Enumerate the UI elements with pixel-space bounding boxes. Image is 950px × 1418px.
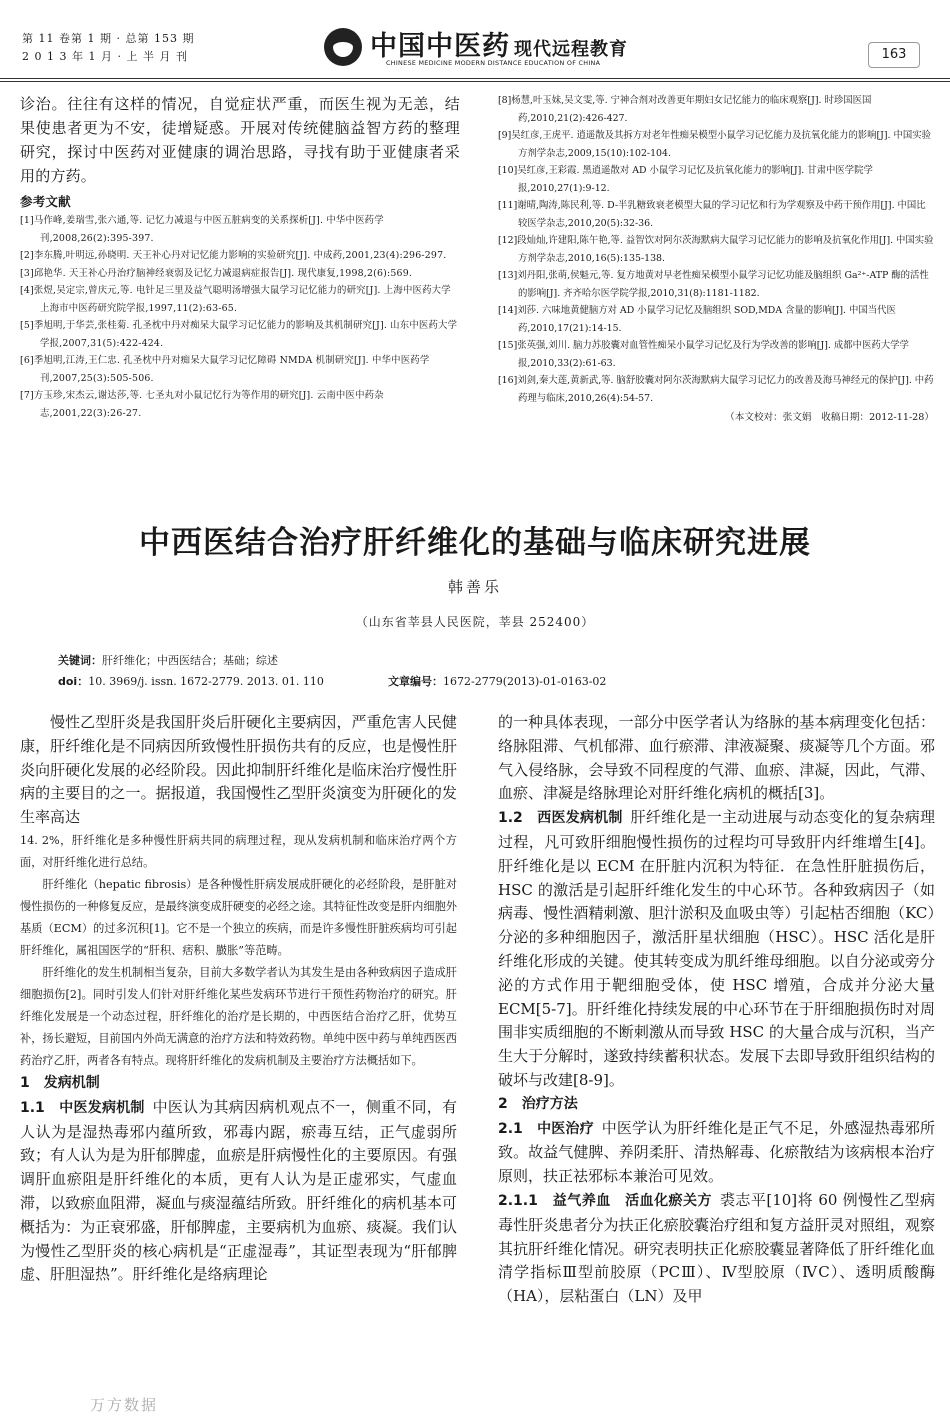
keywords <box>58 652 278 668</box>
journal-logo <box>322 24 632 72</box>
body-paragraph-small: 肝纤维化（hepatic fibrosis）是各种慢性肝病发展成肝硬化的必经阶段，是肝脏对慢性损伤的一种修复反应，是最终演变成肝硬变的必经之途。其特征性改变是肝内细胞外基质（ECM）的过多沉积[1]。它不是一个独立的疾病，而是许多慢性肝脏疾病均可引起肝纤维化，属祖国医学的“肝积、痞积、臌胀”等范畴。 <box>20 877 457 957</box>
body-paragraph: 慢性乙型肝炎是我国肝炎后肝硬化主要病因，严重危害人民健康，肝纤维化是不同病因所致慢性肝损伤共有的反应，也是慢性肝炎向肝硬化发展的必经阶段。因此抑制肝纤维化是临床治疗慢性肝病的主要目的之一。据报道，我国慢性乙型肝炎演变为肝硬化的发生率高达 <box>20 713 457 827</box>
subsection-heading: 1.1 中医发病机制 <box>20 1099 145 1116</box>
body-column-left <box>20 711 457 1287</box>
reference-item: [7]方玉珍,宋杰云,谢达莎,等. 七圣丸对小鼠记忆行为等作用的研究[J]. 云南中医中药杂志,2001,22(3):26-27. <box>20 390 384 419</box>
body-column-right <box>498 711 935 1309</box>
issue-line-2: 2 0 1 3 年 1 月 · 上 半 月 刊 <box>22 50 188 63</box>
issue-info <box>22 30 194 66</box>
section-heading: 2 治疗方法 <box>498 1095 578 1112</box>
subsection-text: 中医认为其病因病机观点不一，侧重不同，有人认为是湿热毒邪内蕴所致，邪毒内踞，瘀毒互结，正气虚弱所致；有人认为是为肝郁脾虚，血瘀是肝病慢性化的主要原因。有强调肝血瘀阻是肝纤维化的本质，更有人认为是正虚邪实，气虚血滞，以致瘀血阻滞，凝血与痰湿蕴结所致。肝纤维化的病机基本可概括为：为正衰邪盛，肝郁脾虚，主要病机为血瘀、痰凝。我们认为慢性乙型肝炎的核心病机是“正虚湿毒”，其证型表现为“肝郁脾虚、肝胆湿热”。肝纤维化是络病理论 <box>20 1097 457 1284</box>
proof-note: （本文校对：张文娟 收稿日期：2012-11-28） <box>725 412 934 423</box>
references-heading: 参考文献 <box>20 194 71 209</box>
subsection-text: 裘志平[10]将 60 例慢性乙型病毒性肝炎患者分为扶正化瘀胶囊治疗组和复方益肝灵对照组，观察其抗肝纤维化情况。研究表明扶正化瘀胶囊显著降低了肝纤维化血清学指标Ⅲ型前胶原（PCⅢ）、Ⅳ型胶原（ⅣC）、透明质酸酶（HA），层粘蛋白（LN）及甲 <box>498 1190 935 1306</box>
reference-item: [10]吴红彦,王彩霞. 黑逍遥散对 AD 小鼠学习记忆及抗氧化能力的影响[J]. 甘肃中医学院学报,2010,27(1):9-12. <box>498 165 873 194</box>
article-number-label: 文章编号： <box>388 675 443 688</box>
journal-subtitle: 现代远程教育 <box>514 39 628 60</box>
subsection-heading: 1.2 西医发病机制 <box>498 810 623 827</box>
header-rule <box>0 78 950 79</box>
references-list-left <box>20 212 460 422</box>
reference-item: [5]季旭明,于华芸,张桂菊. 孔圣枕中丹对痴呆大鼠学习记忆能力的影响及其机制研究[J]. 山东中医药大学学报,2007,31(5):422-424. <box>20 320 458 349</box>
doi-label: doi： <box>58 675 89 688</box>
body-paragraph: 的一种具体表现，一部分中医学者认为络脉的基本病理变化包括：络脉阻滞、气机郁滞、血行瘀滞、津液凝聚、痰凝等几个方面。邪气入侵络脉，会导致不同程度的气滞、血瘀、津凝，因此，气滞、血瘀、津凝是络脉理论对肝纤维化病机的概括[3]。 <box>498 713 935 803</box>
body-paragraph-small: 14. 2%，肝纤维化是多种慢性肝病共同的病理过程，现从发病机制和临床治疗两个方面，对肝纤维化进行总结。 <box>20 833 457 869</box>
header-rule-secondary <box>0 81 950 82</box>
author-affiliation: （山东省莘县人民医院，莘县 252400） <box>355 615 595 629</box>
watermark: 万方数据 <box>90 1396 159 1414</box>
doi <box>58 673 324 689</box>
subsection-paragraph <box>498 1189 935 1309</box>
subsection-heading: 2.1 中医治疗 <box>498 1120 594 1137</box>
reference-item: [11]谢晴,陶涛,陈民利,等. D-半乳糖致衰老模型大鼠的学习记忆和行为学观察及中药干预作用[J]. 中国比较医学杂志,2010,20(5):32-36. <box>498 200 926 229</box>
doi-value: 10. 3969/j. issn. 1672-2779. 2013. 01. 110 <box>88 675 324 688</box>
reference-item: [6]季旭明,江涛,王仁忠. 孔圣枕中丹对痴呆大鼠学习记忆障碍 NMDA 机制研究[J]. 中华中医药学刊,2007,25(3):505-506. <box>20 355 430 384</box>
article-number-value: 1672-2779(2013)-01-0163-02 <box>443 675 607 688</box>
previous-article-left <box>20 92 460 422</box>
reference-item: [14]刘莎. 六味地黄健脑方对 AD 小鼠学习记忆及脑组织 SOD,MDA 含量的影响[J]. 中国当代医药,2010,17(21):14-15. <box>498 305 896 334</box>
reference-item: [8]杨慧,叶玉妹,吴文雯,等. 宁神合剂对改善更年期妇女记忆能力的临床观察[J]. 时珍国医国药,2010,21(2):426-427. <box>498 95 872 124</box>
subsection-heading: 2.1.1 益气养血 活血化瘀关方 <box>498 1192 712 1209</box>
journal-emblem-icon <box>324 28 362 66</box>
body-paragraph-small: 肝纤维化的发生机制相当复杂，目前大多数学者认为其发生是由各种致病因子造成肝细胞损伤[2]。同时引发人们针对肝纤维化某些发病环节进行干预性药物治疗的研究。肝纤维化发展是一个动态过程，肝纤维化的治疗是长期的，中西医结合治疗乙肝，优势互补，扬长避短，目前国内外尚无满意的治疗方法和特效药物。单纯中医中药与单纯西医西药治疗乙肝，两者各有特点。现将肝纤维化的发病机制及主要治疗方法概括如下。 <box>20 965 457 1067</box>
journal-name-cn: 中国中医药 <box>370 31 510 62</box>
reference-item: [3]邱艳华. 天王补心丹治疗脑神经衰弱及记忆力减退病症报告[J]. 现代康复,1998,2(6):569. <box>20 267 413 279</box>
section-heading: 1 发病机制 <box>20 1074 100 1091</box>
subsection-paragraph <box>20 1096 457 1287</box>
keywords-label: 关键词： <box>58 654 102 667</box>
journal-name-en: CHINESE MEDICINE MODERN DISTANCE EDUCATION OF CHINA <box>386 59 601 67</box>
page-number: 163 <box>868 42 920 68</box>
reference-item: [13]刘丹阳,张萌,侯魁元,等. 复方地黄对早老性痴呆模型小鼠学习记忆功能及脑组织 Ga²⁺-ATP 酶的活性的影响[J]. 齐齐哈尔医学院学报,2010,31(8):1181-1182. <box>498 270 929 299</box>
article-title: 中西医结合治疗肝纤维化的基础与临床研究进展 <box>139 525 811 561</box>
reference-item: [9]吴红彦,王虎平. 逍遥散及其拆方对老年性痴呆模型小鼠学习记忆能力及抗氧化能力的影响[J]. 中国实验方剂学杂志,2009,15(10):102-104. <box>498 130 932 159</box>
subsection-paragraph <box>498 806 935 1093</box>
subsection-text: 肝纤维化是一主动进展与动态变化的复杂病理过程，凡可致肝细胞慢性损伤的过程均可导致肝内纤维增生[4]。肝纤维化是以 ECM 在肝脏内沉积为特征．在急性肝脏损伤后，HSC 的激活是引起肝纤维化发生的中心环节。各种致病因子（如病毒、慢性酒精刺激、胆汁淤积及血吸虫等）引起枯否细胞（KC）分泌的多种细胞因子，激活肝星状细胞（HSC）。HSC 活化是肝纤维化形成的关键。使其转变成为肌纤维母细胞。以自分泌或旁分泌的方式作用于靶细胞受体，使 HSC 增殖，合成并分泌大量 ECM[5-7]。肝纤维化持续发展的中心环节在于肝细胞损伤时对周围非实质细胞的不断刺激从而导致 HSC 的大量合成与沉积，当产生大于分解时，遂致持续蓄积状态。发展下去即导致肝组织结构的破坏与改建[8-9]。 <box>498 808 935 1089</box>
references-list-right <box>498 92 934 427</box>
article-author: 韩善乐 <box>447 578 502 596</box>
reference-item: [4]张煜,吴定宗,曾庆元,等. 电针足三里及益气聪明汤增强大鼠学习记忆能力的研究[J]. 上海中医药大学上海市中医药研究院学报,1997,11(2):63-65. <box>20 285 451 314</box>
reference-item: [12]段灿灿,许建阳,陈午艳,等. 益智饮对阿尔茨海默病大鼠学习记忆能力的影响及抗氧化作用[J]. 中国实验方剂学杂志,2010,16(5):135-138. <box>498 235 934 264</box>
reference-item: [16]刘剑,秦大莲,黄新武,等. 脑舒胶囊对阿尔茨海默病大鼠学习记忆力的改善及海马神经元的保护[J]. 中药药理与临床,2010,26(4):54-57. <box>498 375 934 404</box>
issue-line-1: 第 11 卷第 1 期 · 总第 153 期 <box>22 32 195 45</box>
closing-paragraph: 诊治。往往有这样的情况，自觉症状严重，而医生视为无恙，结果使患者更为不安，徒增疑惑。开展对传统健脑益智方药的整理研究，探讨中医药对亚健康的调治思路，寻找有助于亚健康者采用的方药。 <box>20 95 460 185</box>
keywords-text: 肝纤维化；中西医结合；基础；综述 <box>102 654 278 667</box>
reference-item: [15]张英强,刘川. 脑力苏胶囊对血管性痴呆小鼠学习记忆及行为学改善的影响[J]. 成都中医药大学学报,2010,33(2):61-63. <box>498 340 909 369</box>
subsection-paragraph <box>498 1117 935 1189</box>
reference-item: [2]李东腾,叶明远,孙晓明. 天王补心丹对记忆能力影响的实验研究[J]. 中成药,2001,23(4):296-297. <box>20 250 447 261</box>
subsection-text: 中医学认为肝纤维化是正气不足，外感湿热毒邪所致。故益气健脾、养阴柔肝、清热解毒、化瘀散结为该病根本治疗原则，扶正祛邪标本兼治可见效。 <box>498 1118 935 1186</box>
article-number <box>388 673 606 689</box>
reference-item: [1]马作峰,姜瑞雪,张六通,等. 记忆力减退与中医五脏病变的关系探析[J]. 中华中医药学刊,2008,26(2):395-397. <box>20 215 384 244</box>
